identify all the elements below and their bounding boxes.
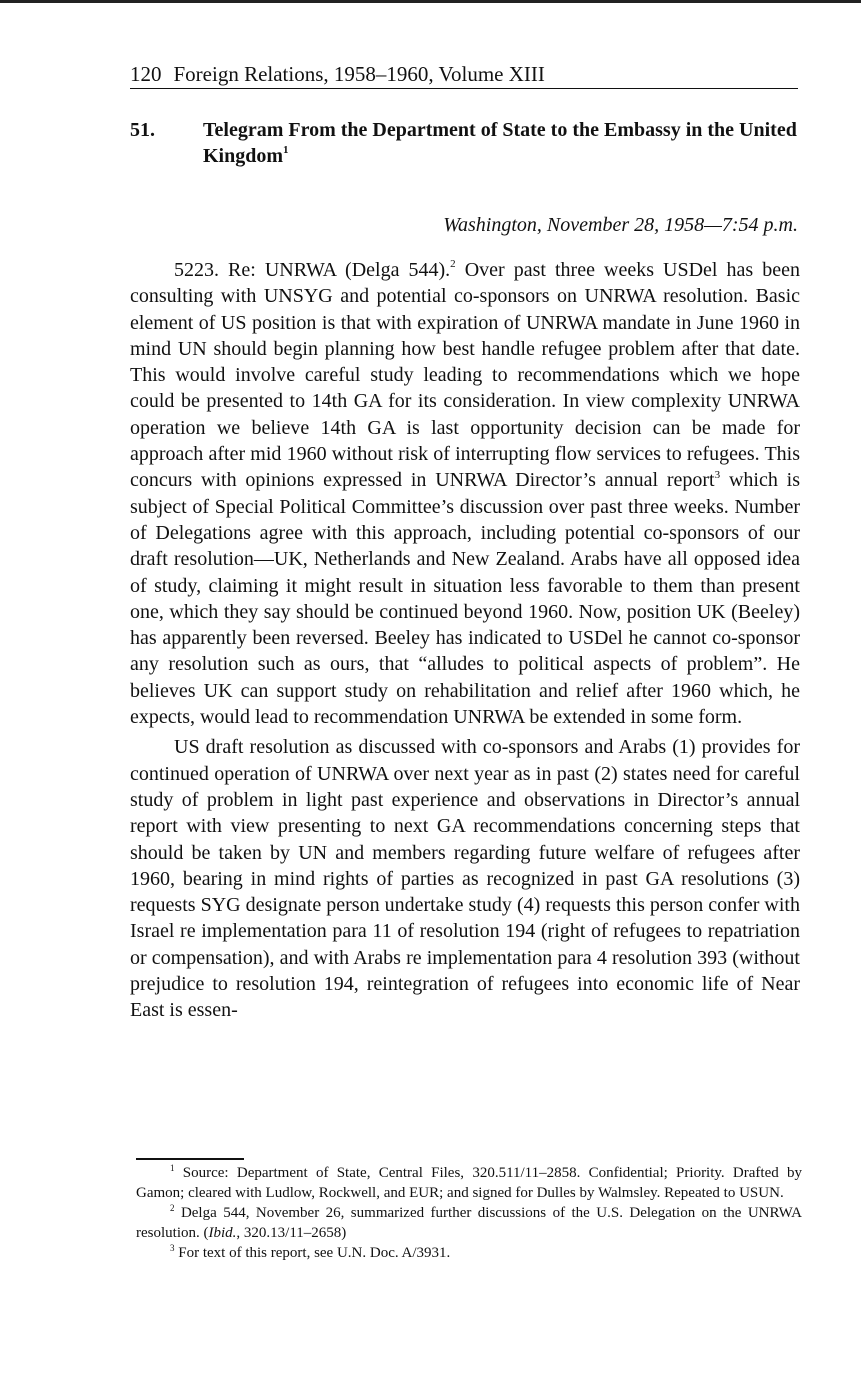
paragraph-1-part-a: 5223. Re: UNRWA (Delga 544). — [174, 259, 451, 281]
footnotes — [136, 1163, 802, 1263]
document-number: 51. — [130, 119, 155, 141]
footnote-text: , 320.13/11–2658) — [236, 1225, 347, 1241]
footnote-ref-1: 1 — [283, 144, 289, 157]
top-edge-line — [0, 0, 861, 3]
document-title-text: Telegram From the Department of State to the Embassy in the United Kingdom — [203, 119, 797, 167]
footnote-ibid: Ibid. — [208, 1225, 237, 1241]
document-title — [203, 117, 803, 169]
footnote-mark: 3 — [170, 1243, 175, 1253]
dateline: Washington, November 28, 1958—7:54 p.m. — [443, 214, 798, 236]
footnote-text: For text of this report, see U.N. Doc. A/3931. — [178, 1245, 451, 1261]
footnote-text: Source: Department of State, Central Files, 320.511/11–2858. Confidential; Priority. Drafted by Gamon; cleared with Ludlow, Rockwell, and EUR; and signed for Dulles by Walmsley. Repeated to USUN. — [136, 1165, 803, 1201]
footnote-ref-2: 2 — [450, 258, 456, 271]
footnote-mark: 2 — [170, 1203, 175, 1213]
paragraph-1-part-c: which is subject of Special Political Committee’s discussion over past three weeks. Number of Delegations agree with this approach, including potential co-sponsors of our draft resolution—UK, Netherlands and New Zealand. Arabs have all opposed idea of study, claiming it might result in situation less favorable to them than present one, which they say should be continued beyond 1960. Now, position UK (Beeley) has apparently been reversed. Beeley has indicated to USDel he cannot co-sponsor any resolution such as ours, that “alludes to political aspects of problem”. He believes UK can support study on rehabilitation and relief after 1960 which, he expects, would lead to recommendation UNRWA be extended in some form. — [130, 469, 801, 729]
paragraph-1-part-b: Over past three weeks USDel has been consulting with UNSYG and potential co-sponsors on UNRWA resolution. Basic element of US position is that with expiration of UNRWA mandate in June 1960 in mind UN should begin planning how best handle refugee problem after that date. This would involve careful study leading to recommendations which we hope could be presented to 14th GA for its consideration. In view complexity UNRWA operation we believe 14th GA is last opportunity decision can be made for approach after mid 1960 without risk of interrupting flow services to refugees. This concurs with opinions expressed in UNRWA Director’s annual report — [130, 259, 800, 492]
running-header — [130, 60, 798, 89]
paragraph-2: US draft resolution as discussed with co-sponsors and Arabs (1) provides for continued operation of UNRWA over next year as in past (2) states need for careful study of problem in light past experience and observations in Director’s annual report with view presenting to next GA recommendations concerning steps that should be taken by UN and members regarding future welfare of refugees after 1960, bearing in mind rights of parties as recognized in past GA resolutions (3) requests SYG designate person undertake study (4) requests this person confer with Israel re implementation para 11 of resolution 194 (right of refugees to repatriation or compensation), and with Arabs re implementation para 4 resolution 393 (without prejudice to resolution 194, reintegration of refugees into economic life of Near East is essen- — [130, 736, 800, 1022]
footnote-2 — [136, 1203, 802, 1243]
footnote-1 — [136, 1163, 802, 1203]
series-title: Foreign Relations, 1958–1960, Volume XIII — [173, 62, 545, 86]
telegram-body — [130, 257, 800, 1024]
footnote-divider — [136, 1158, 244, 1160]
page-number: 120 — [130, 62, 162, 86]
footnote-3 — [136, 1243, 802, 1263]
footnote-mark: 1 — [170, 1163, 175, 1173]
footnote-ref-3: 3 — [714, 468, 721, 481]
footnote-text: Delga 544, November 26, summarized further discussions of the U.S. Delegation on the UNRWA resolution. ( — [136, 1205, 802, 1241]
paragraph-1 — [130, 257, 800, 730]
